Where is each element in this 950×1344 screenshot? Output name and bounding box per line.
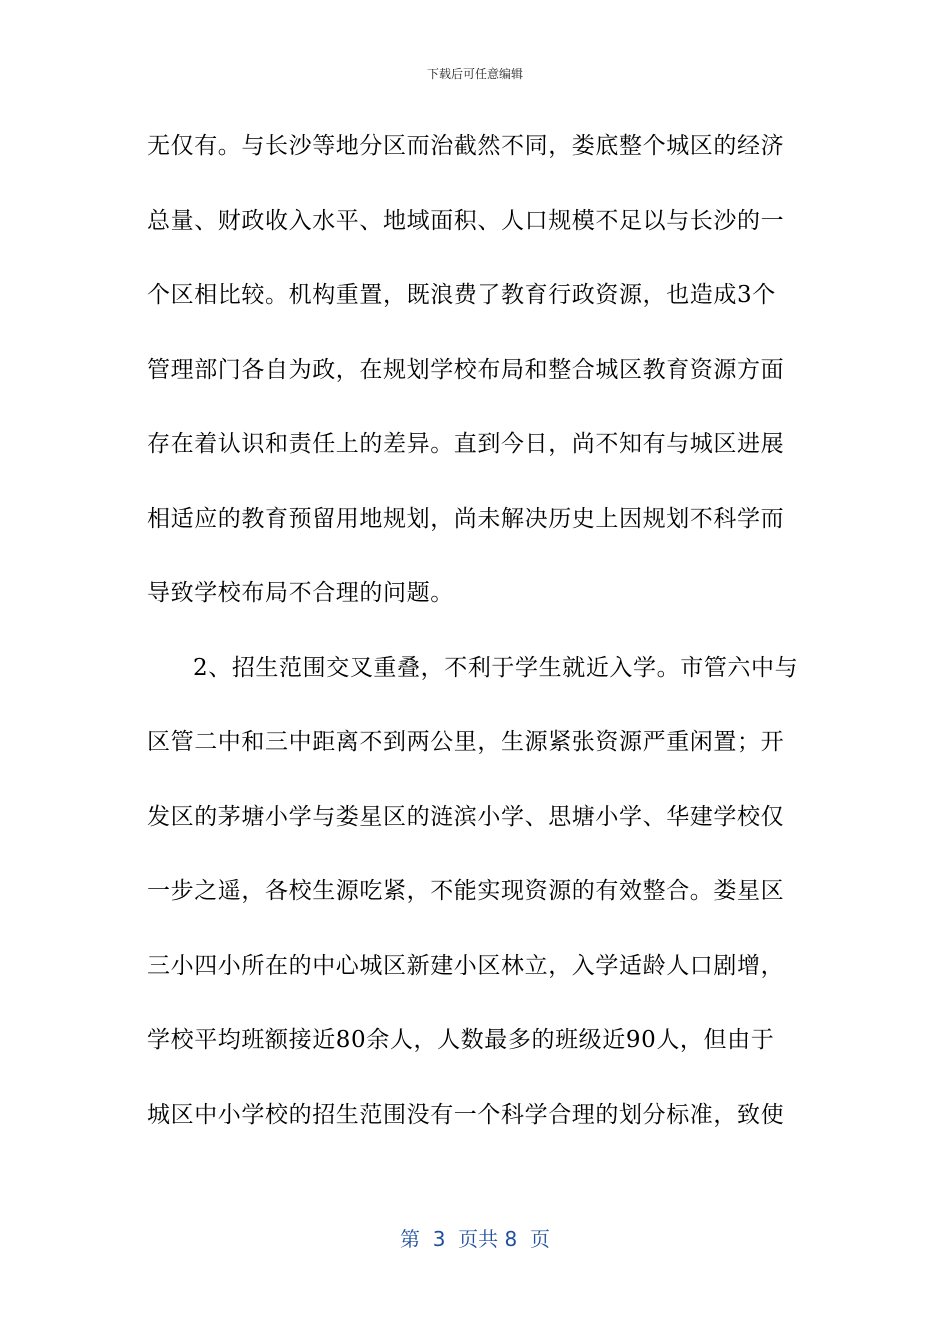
text-line: 学校平均班额接近80余人，人数最多的班级近90人，但由于 xyxy=(147,1027,775,1053)
text-line: 相适应的教育预留用地规划，尚未解决历史上因规划不科学而 xyxy=(147,505,785,532)
text-line: 存在着认识和责任上的差异。直到今日，尚不知有与城区进展 xyxy=(147,431,785,457)
text-line: 管理部门各自为政，在规划学校布局和整合城区教育资源方面 xyxy=(147,356,785,383)
text-line: 区管二中和三中距离不到两公里，生源紧张资源严重闲置；开 xyxy=(147,729,785,755)
text-line: 总量、财政收入水平、地域面积、人口规模不足以与长沙的一 xyxy=(147,207,785,234)
text-line: 无仅有。与长沙等地分区而治截然不同，娄底整个城区的经济 xyxy=(147,133,785,159)
paragraph-start-line: 2、招生范围交叉重叠，不利于学生就近入学。市管六中与 xyxy=(193,654,799,681)
header-note: 下载后可任意编辑 xyxy=(426,67,523,81)
text-line: 城区中小学校的招生范围没有一个科学合理的划分标准，致使 xyxy=(147,1101,785,1128)
text-line: 一步之遥，各校生源吃紧，不能实现资源的有效整合。娄星区 xyxy=(147,878,785,904)
text-line: 个区相比较。机构重置，既浪费了教育行政资源，也造成3个 xyxy=(147,282,776,308)
text-line: 三小四小所在的中心城区新建小区林立，入学适龄人口剧增， xyxy=(147,952,785,979)
text-line: 导致学校布局不合理的问题。 xyxy=(147,580,454,606)
page-number-footer: 第 3 页共 8 页 xyxy=(400,1227,550,1251)
text-line: 发区的茅塘小学与娄星区的涟滨小学、思塘小学、华建学校仅 xyxy=(147,803,785,830)
body-text xyxy=(147,126,807,1169)
